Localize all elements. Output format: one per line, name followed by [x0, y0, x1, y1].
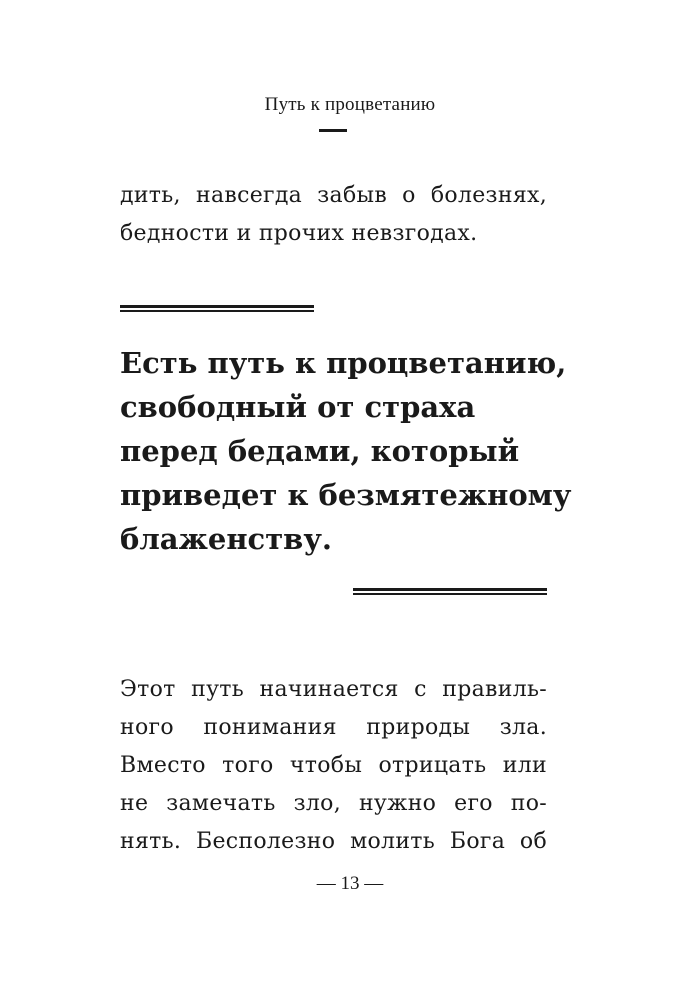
- text-line: Этот путь начинается с правиль-: [120, 677, 547, 702]
- text-line: дить, навсегда забыв о болезнях,: [120, 183, 547, 208]
- text-line: ного понимания природы зла.: [120, 715, 547, 740]
- body-paragraph: [120, 671, 547, 861]
- quote-line: приведет к безмятежному: [120, 478, 572, 512]
- text-line: не замечать зло, нужно его по-: [120, 791, 547, 816]
- quote-top-rule: [120, 305, 314, 312]
- quote-line: блаженству.: [120, 522, 332, 556]
- running-head-rule: [319, 129, 347, 132]
- continuation-text: [120, 177, 547, 253]
- text-line: нять. Бесполезно молить Бога об: [120, 829, 547, 854]
- quote-bottom-rule: [353, 588, 547, 595]
- page-number: — 13 —: [316, 873, 384, 894]
- running-head: Путь к процветанию: [264, 94, 436, 115]
- text-line: Вместо того чтобы отрицать или: [120, 753, 547, 778]
- text-line: бедности и прочих невзгодах.: [120, 221, 478, 246]
- pull-quote: [120, 341, 572, 561]
- quote-line: свободный от страха: [120, 390, 476, 424]
- quote-line: Есть путь к процветанию,: [120, 346, 567, 380]
- quote-line: перед бедами, который: [120, 434, 520, 468]
